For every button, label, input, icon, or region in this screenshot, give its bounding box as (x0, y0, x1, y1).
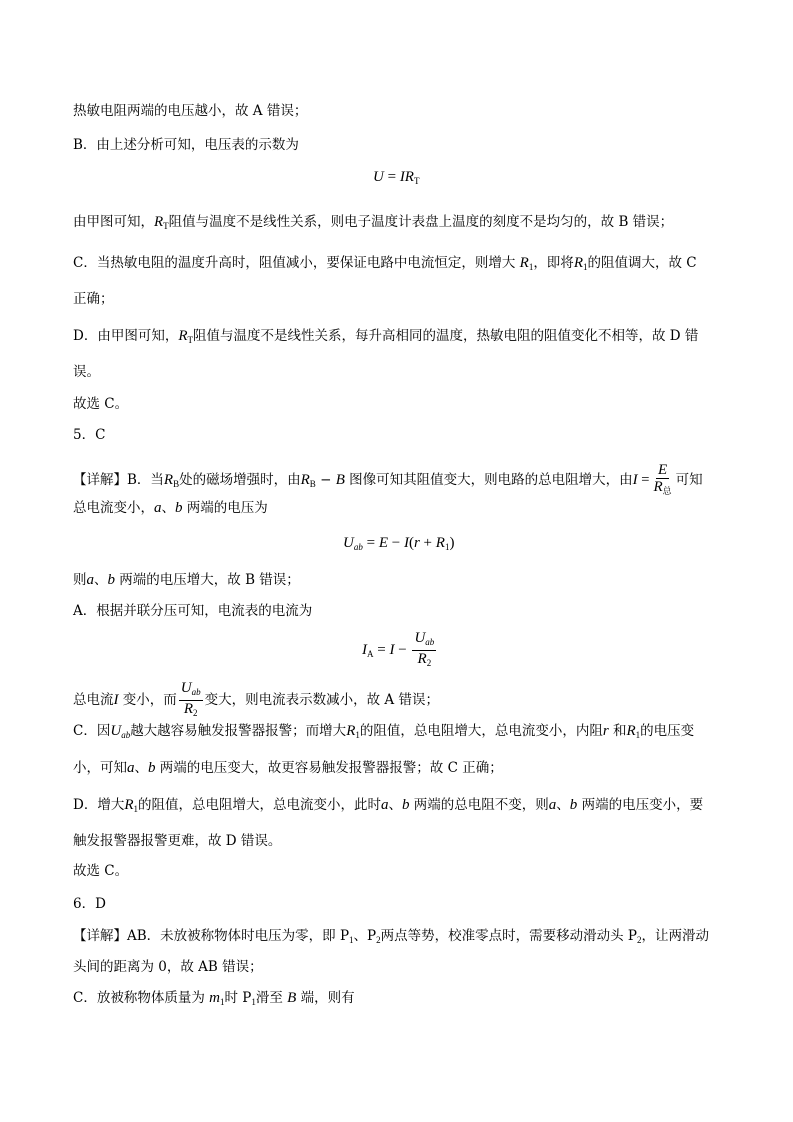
q5-line-10: 故选 C。 (73, 863, 129, 879)
equation-ia: $I_A = I$ − $\frac{U_{ab}}{R_2}$ (362, 630, 435, 668)
q6-line-1: 【详解】AB．未放被称物体时电压为零，即 $P_1$、$P_2$两点等势，校准零点时，需要移动滑动头 $P_2$，让两滑动 (73, 928, 710, 945)
q5-line-4: A．根据并联分压可知，电流表的电流为 (73, 603, 313, 619)
q5-line-6: C．因$U_{ab}$越大越容易触发报警器报警；而增大$R_1$的阻值，总电阻增大，总电流变小，内阻r 和$R_1$的电压变 (73, 723, 695, 740)
q4-line-3: 由甲图可知，$R_T$阻值与温度不是线性关系，则电子温度计表盘上温度的刻度不是均匀的，故 B 错误； (73, 214, 674, 231)
q5-line-3: 则a、b 两端的电压增大，故 B 错误； (73, 572, 300, 588)
q4-line-8: 故选 C。 (73, 396, 129, 412)
q6-line-2: 头间的距离为 0，故 AB 错误； (73, 959, 263, 975)
q4-line-1: 热敏电阻两端的电压越小，故 A 错误； (73, 103, 308, 119)
q4-line-7: 误。 (73, 364, 100, 380)
q4-line-4: C．当热敏电阻的温度升高时，阻值减小，要保证电路中电流恒定，则增大 $R_1$，即将$R_1$的阻值调大，故 C (73, 255, 697, 272)
q5-line-1: 【详解】B．当$R_B$处的磁场增强时，由$R_B - B$ 图像可知其阻值变大，则电路的总电阻增大，由I = $\frac{E}{R_总}$ 可知 (73, 462, 703, 496)
q4-line-5: 正确； (73, 291, 114, 307)
q5-heading: 5．C (73, 427, 106, 443)
q5-line-5: 总电流I 变小，而 $\frac{U_{ab}}{R_2}$ 变大，则电流表示数减小，故 A 错误； (73, 680, 439, 718)
q5-line-8: D．增大$R_1$的阻值，总电阻增大，总电流变小，此时a、b 两端的总电阻不变，则a、b 两端的电压变小，要 (73, 797, 704, 814)
q6-line-3: C．放被称物体质量为 $m_1$时 $P_1$滑至 B 端，则有 (73, 990, 355, 1007)
q5-line-9: 触发报警器报警更难，故 D 错误。 (73, 833, 282, 849)
equation-u-ir: $U = IR_T$ (373, 169, 420, 186)
equation-uab: $U_{ab} = E - I(r + R_1)$ (343, 535, 455, 552)
q5-line-7: 小，可知a、b 两端的电压变大，故更容易触发报警器报警；故 C 正确； (73, 760, 503, 776)
q4-line-2: B．由上述分析可知，电压表的示数为 (73, 137, 299, 153)
q5-line-2: 总电流变小，a、b 两端的电压为 (73, 500, 268, 516)
q4-line-6: D．由甲图可知，$R_T$阻值与温度不是线性关系，每升高相同的温度，热敏电阻的阻值变化不相等，故 D 错 (73, 328, 699, 345)
q6-heading: 6．D (73, 896, 106, 912)
